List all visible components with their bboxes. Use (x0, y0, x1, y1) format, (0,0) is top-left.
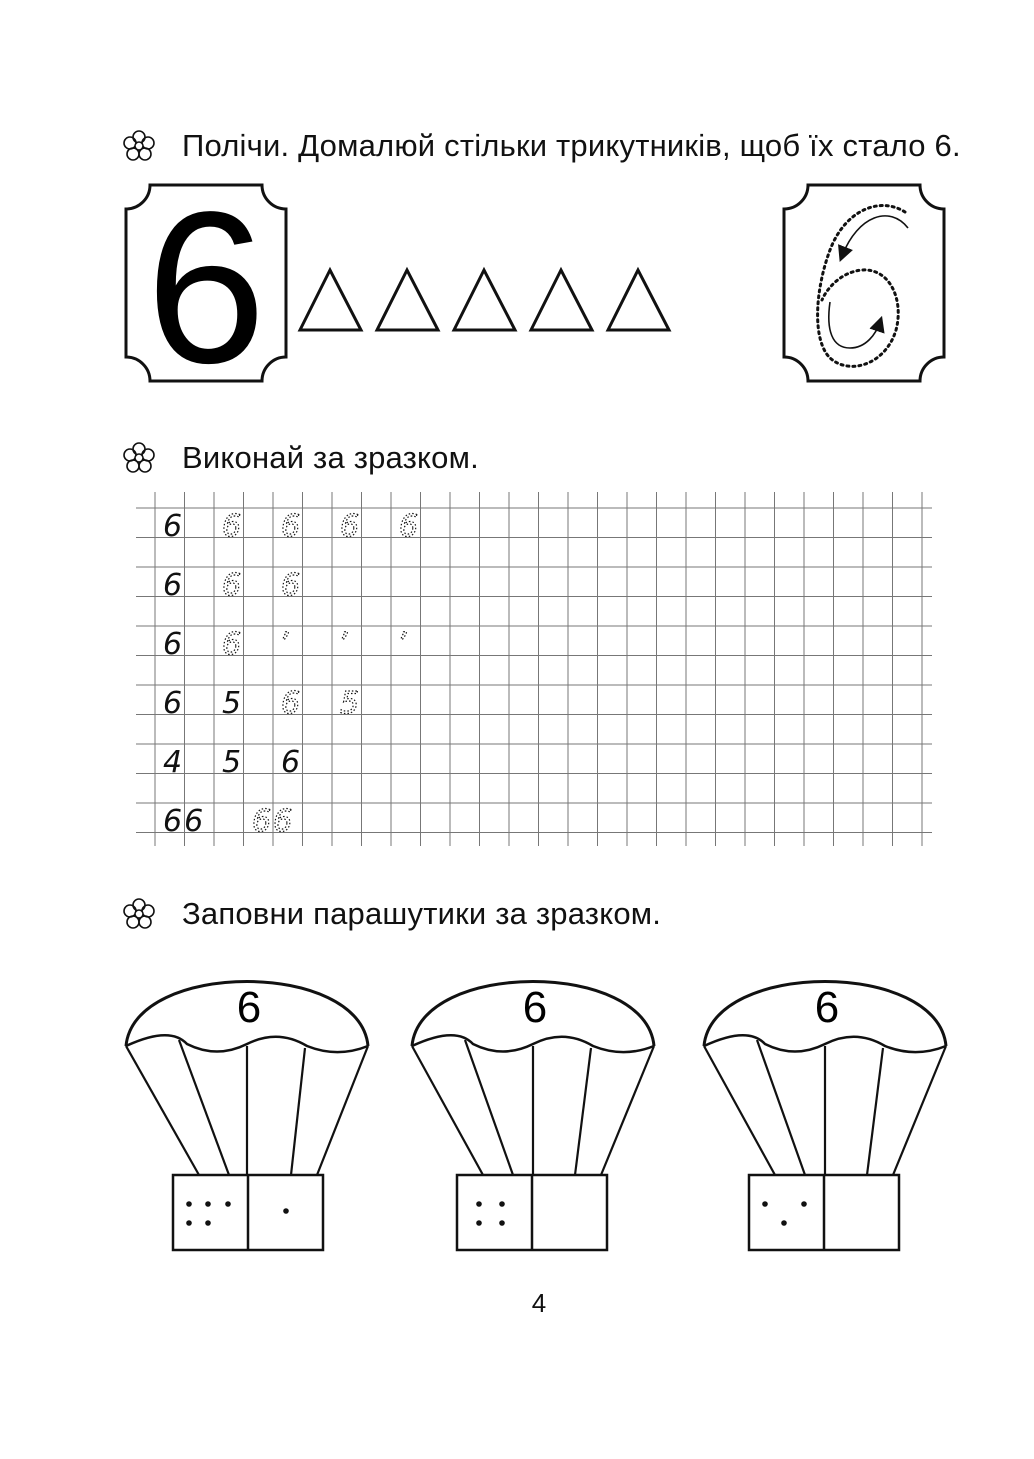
domino-dot (499, 1201, 505, 1207)
grid-digit: ʼ (399, 627, 409, 662)
domino-dot (801, 1201, 807, 1207)
parachute-number: 6 (522, 983, 548, 1032)
grid-digit: 6 (163, 509, 183, 544)
grid-digit: 5 (340, 686, 360, 721)
triangle-shape (454, 270, 515, 330)
parachute-rope (317, 1046, 368, 1175)
parachute-rope (704, 1046, 775, 1175)
grid-digit: 6 (399, 509, 419, 544)
domino-dot (781, 1220, 787, 1226)
domino-dot (186, 1201, 192, 1207)
parachute-rope (867, 1048, 883, 1175)
triangle-shape (531, 270, 592, 330)
grid-digit: 6 (163, 686, 183, 721)
grid-digit: 66 (252, 804, 295, 839)
grid-digit: 66 (163, 804, 206, 839)
dotted-six-outline (818, 206, 905, 367)
grid-digit: 6 (340, 509, 360, 544)
grid-digit: 6 (222, 509, 242, 544)
triangle-shape (608, 270, 669, 330)
parachute-rope (601, 1046, 654, 1175)
grid-digits (163, 509, 418, 839)
task-1-text: Полічи. Домалюй стільки трикутників, щоб їх стало 6. (182, 128, 961, 163)
parachute (704, 982, 946, 1251)
exercise-grid (136, 492, 932, 846)
grid-digit: ʼ (281, 627, 291, 662)
grid-digit: 6 (222, 568, 242, 603)
parachute-rope (291, 1048, 305, 1175)
grid-digit: 5 (222, 745, 242, 780)
page-number: 4 (531, 1288, 547, 1318)
grid-digit: 6 (281, 509, 301, 544)
triangle-shape (300, 270, 361, 330)
grid-digit: 6 (281, 686, 301, 721)
parachute-number: 6 (236, 983, 262, 1032)
grid-digit: 4 (163, 745, 183, 780)
parachute (412, 982, 654, 1251)
domino-dot (225, 1201, 231, 1207)
domino-dot (762, 1201, 768, 1207)
grid-digit: 6 (222, 627, 242, 662)
digit-writing-guide (784, 185, 944, 381)
parachute-rope (893, 1046, 946, 1175)
grid-digit: 6 (163, 627, 183, 662)
domino-dot (476, 1201, 482, 1207)
arrow-curve-icon (829, 302, 880, 348)
domino-dot (186, 1220, 192, 1226)
triangles-group (300, 270, 669, 330)
parachute-rope (412, 1046, 483, 1175)
domino-dot (476, 1220, 482, 1226)
task-3-text: Заповни парашутики за зразком. (182, 896, 662, 931)
domino-dot (205, 1201, 211, 1207)
task-2-text: Виконай за зразком. (182, 440, 479, 475)
parachute (126, 982, 368, 1251)
domino-dot (205, 1220, 211, 1226)
domino-dot (499, 1220, 505, 1226)
grid-digit: 6 (163, 568, 183, 603)
grid-digit: 6 (281, 568, 301, 603)
grid-digit: ʼ (340, 627, 350, 662)
triangle-shape (377, 270, 438, 330)
parachute-rope (575, 1048, 591, 1175)
grid-digit: 6 (281, 745, 301, 780)
arrow-down-icon (842, 216, 908, 256)
domino-dot (283, 1208, 289, 1214)
digit-card (126, 166, 286, 408)
parachutes-group (126, 982, 946, 1251)
parachute-number: 6 (814, 983, 840, 1032)
big-digit: 6 (145, 166, 267, 408)
grid-digit: 5 (222, 686, 242, 721)
